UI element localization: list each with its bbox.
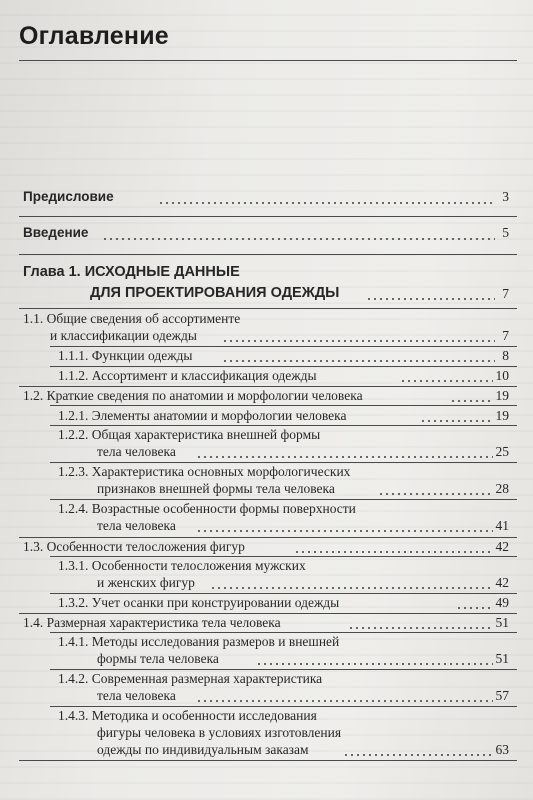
divider: [50, 669, 517, 670]
page-number: 19: [495, 388, 509, 403]
page-number: 63: [495, 742, 509, 757]
page-number: 7: [502, 286, 509, 301]
page-number: 8: [502, 348, 509, 363]
toc-entry-introduction: Введение: [23, 225, 89, 240]
leader-dots: [196, 456, 493, 458]
toc-entry-subsection: 1.2.2. Общая характеристика внешней формы: [58, 427, 321, 442]
chapter-title: Глава 1. ИСХОДНЫЕ ДАННЫЕ: [23, 264, 240, 280]
toc-entry-subsection: 1.4.2. Современная размерная характеристика: [58, 671, 323, 686]
divider: [19, 386, 517, 387]
divider: [19, 254, 517, 255]
leader-dots: [158, 202, 495, 204]
leader-dots: [222, 340, 495, 342]
page-number: 51: [495, 651, 509, 666]
toc-entry-subsection: 1.2.3. Характеристика основных морфологических: [58, 464, 351, 479]
leader-dots: [343, 754, 493, 756]
divider: [19, 537, 517, 538]
toc-entry-subsection: 1.2.4. Возрастные особенности формы поверхности: [58, 501, 356, 516]
leader-dots: [420, 420, 493, 422]
toc-entry-subsection-continued: тела человека: [97, 688, 176, 703]
page-number: 5: [502, 225, 509, 240]
leader-dots: [450, 400, 493, 402]
leader-dots: [102, 238, 495, 240]
page-number: 41: [495, 518, 509, 533]
page-number: 42: [495, 539, 509, 554]
divider: [19, 613, 517, 614]
divider: [50, 593, 517, 594]
toc-entry-subsection-continued: тела человека: [97, 444, 176, 459]
toc-entry-section: 1.2. Краткие сведения по анатомии и морфологии человека: [23, 388, 363, 403]
divider: [19, 760, 517, 761]
toc-entry-subsection-continued: и женских фигур: [97, 575, 195, 590]
page-number: 10: [495, 368, 509, 383]
toc-entry-subsection: 1.4.1. Методы исследования размеров и внешней: [58, 634, 340, 649]
page-number: 7: [502, 328, 509, 343]
leader-dots: [456, 607, 493, 609]
toc-entry-subsection-continued: признаков внешней формы тела человека: [97, 481, 335, 496]
leader-dots: [378, 493, 493, 495]
toc-entry-subsection-continued: фигуры человека в условиях изготовления: [97, 725, 342, 740]
divider: [50, 556, 517, 557]
toc-entry-subsection-continued: формы тела человека: [97, 651, 219, 666]
page-number: 51: [495, 615, 509, 630]
leader-dots: [210, 587, 493, 589]
divider: [50, 632, 517, 633]
divider: [50, 462, 517, 463]
toc-entry-section: 1.3. Особенности телосложения фигур: [23, 539, 245, 554]
page-number: 42: [495, 575, 509, 590]
leader-dots: [222, 360, 495, 362]
divider: [19, 308, 517, 309]
toc-entry-subsection: 1.3.1. Особенности телосложения мужских: [58, 558, 306, 573]
toc-entry-section: 1.1. Общие сведения об ассортименте: [23, 311, 241, 326]
leader-dots: [294, 551, 493, 553]
page-number: 49: [495, 595, 509, 610]
chapter-title-continued: ДЛЯ ПРОЕКТИРОВАНИЯ ОДЕЖДЫ: [90, 285, 340, 301]
toc-entry-subsection-continued: тела человека: [97, 518, 176, 533]
page-number: 25: [495, 444, 509, 459]
divider: [50, 706, 517, 707]
divider: [50, 346, 517, 347]
title-rule: [19, 60, 517, 61]
page-title: Оглавление: [19, 22, 169, 50]
leader-dots: [196, 700, 493, 702]
toc-entry-section-continued: и классификации одежды: [50, 328, 197, 343]
leader-dots: [256, 663, 493, 665]
divider: [50, 425, 517, 426]
toc-entry-preface: Предисловие: [23, 189, 114, 204]
leader-dots: [196, 530, 493, 532]
toc-entry-subsection-continued: одежды по индивидуальным заказам: [97, 742, 309, 757]
divider: [50, 405, 517, 406]
page-number: 19: [495, 408, 509, 423]
toc-entry-subsection: 1.2.1. Элементы анатомии и морфологии человека: [58, 408, 347, 423]
leader-dots: [348, 627, 493, 629]
toc-entry-subsection: 1.4.3. Методика и особенности исследования: [58, 708, 317, 723]
toc-entry-subsection: 1.1.2. Ассортимент и классификация одежды: [58, 368, 317, 383]
page-number: 28: [495, 481, 509, 496]
toc-entry-subsection: 1.1.1. Функции одежды: [58, 348, 193, 363]
page-number: 57: [495, 688, 509, 703]
divider: [50, 499, 517, 500]
page-number: 3: [502, 189, 509, 204]
leader-dots: [400, 380, 493, 382]
divider: [19, 216, 517, 217]
toc-entry-section: 1.4. Размерная характеристика тела человека: [23, 615, 281, 630]
divider: [50, 366, 517, 367]
toc-entry-subsection: 1.3.2. Учет осанки при конструировании одежды: [58, 595, 340, 610]
leader-dots: [366, 298, 495, 300]
